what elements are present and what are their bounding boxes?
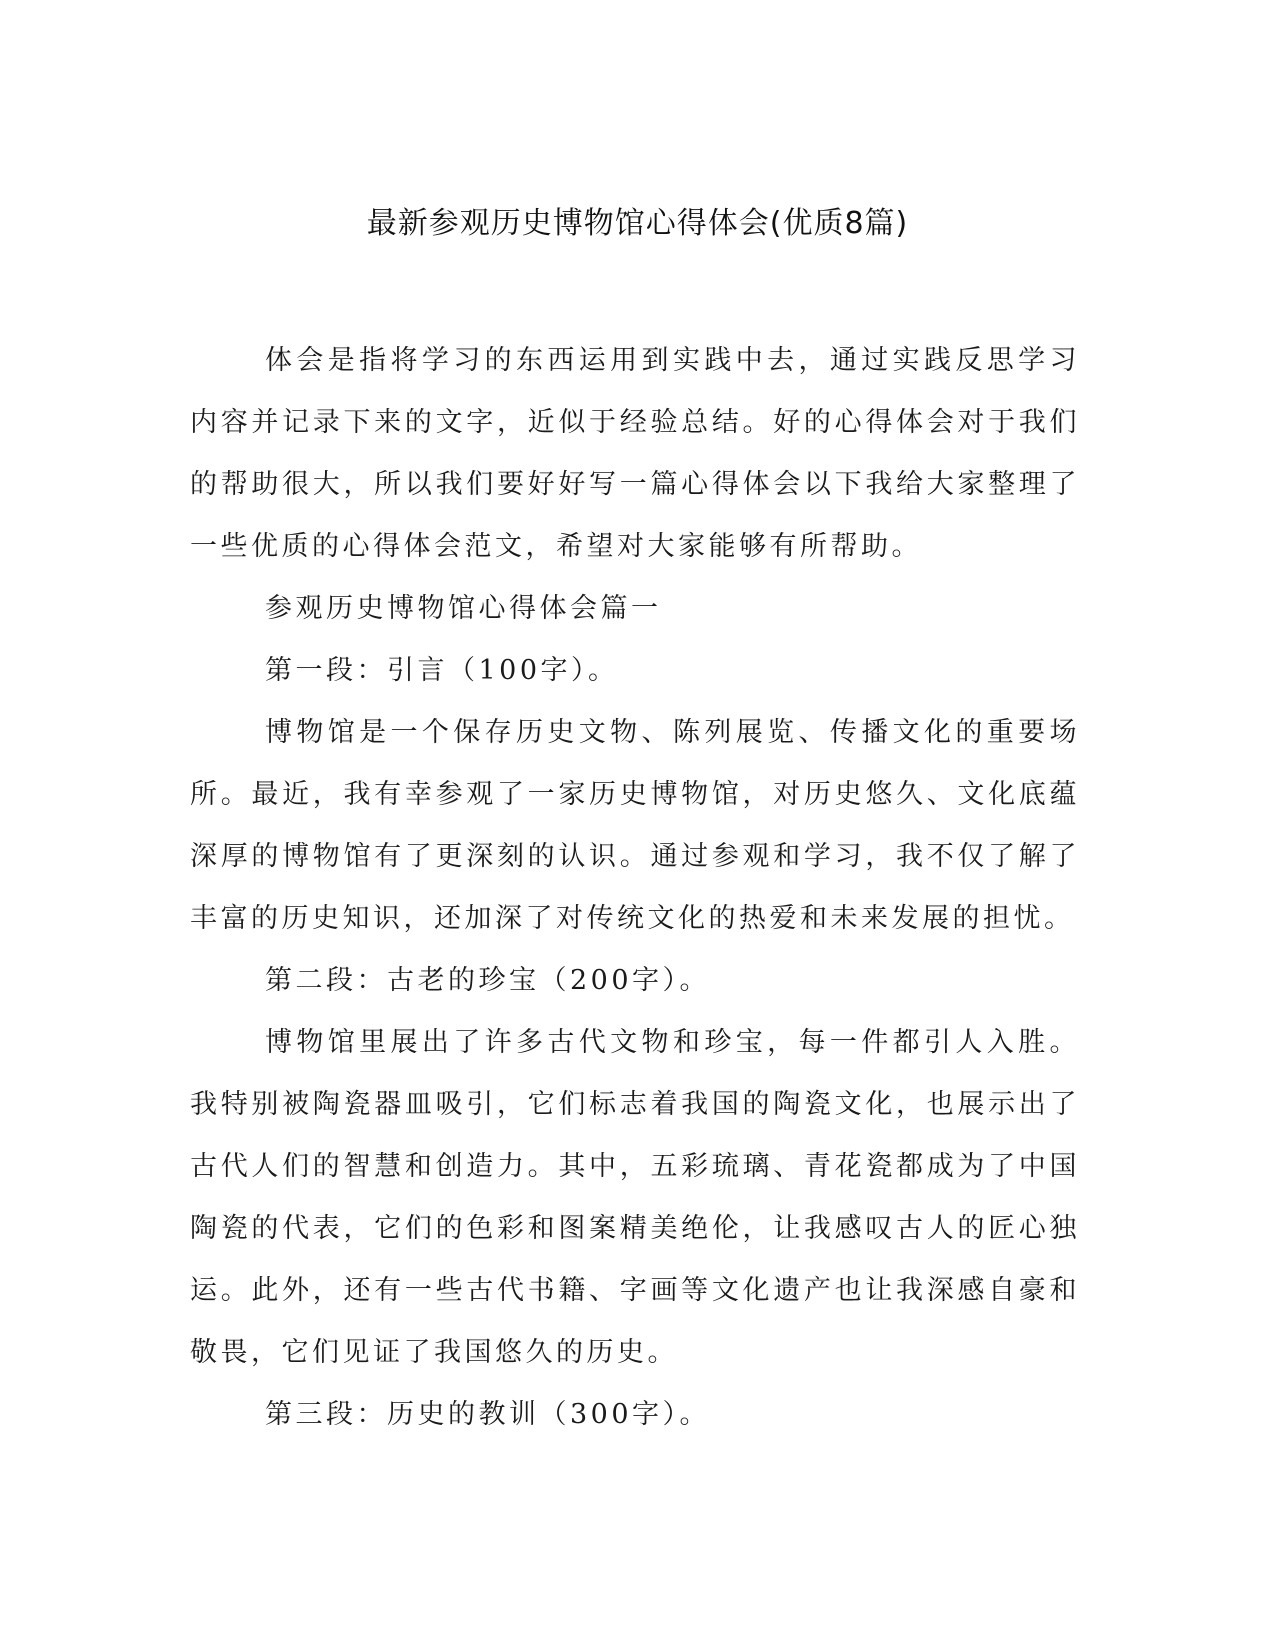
section-heading-part-1: 第一段：引言（100字）。 <box>265 655 619 686</box>
body-paragraph-part-1: 博物馆是一个保存历史文物、陈列展览、传播文化的重要场所。最近，我有幸参观了一家历史博物馆，对历史悠久、文化底蕴深厚的博物馆有了更深刻的认识。通过参观和学习，我不仅了解了丰富的历史知识，还加深了对传统文化的热爱和未来发展的担忧。 <box>190 717 1080 934</box>
section-heading-article-1: 参观历史博物馆心得体会篇一 <box>265 593 662 624</box>
body-paragraph-part-2: 博物馆里展出了许多古代文物和珍宝，每一件都引人入胜。我特别被陶瓷器皿吸引，它们标志着我国的陶瓷文化，也展示出了古代人们的智慧和创造力。其中，五彩琉璃、青花瓷都成为了中国陶瓷的代表，它们的色彩和图案精美绝伦，让我感叹古人的匠心独运。此外，还有一些古代书籍、字画等文化遗产也让我深感自豪和敬畏，它们见证了我国悠久的历史。 <box>190 1027 1080 1368</box>
section-heading-part-2: 第二段：古老的珍宝（200字）。 <box>265 965 711 996</box>
intro-paragraph: 体会是指将学习的东西运用到实践中去，通过实践反思学习内容并记录下来的文字，近似于经验总结。好的心得体会对于我们的帮助很大，所以我们要好好写一篇心得体会以下我给大家整理了一些优质的心得体会范文，希望对大家能够有所帮助。 <box>190 345 1080 562</box>
document-body <box>190 330 1080 1446</box>
document-title: 最新参观历史博物馆心得体会(优质8篇) <box>366 206 909 241</box>
section-heading-part-3: 第三段：历史的教训（300字）。 <box>265 1399 711 1430</box>
